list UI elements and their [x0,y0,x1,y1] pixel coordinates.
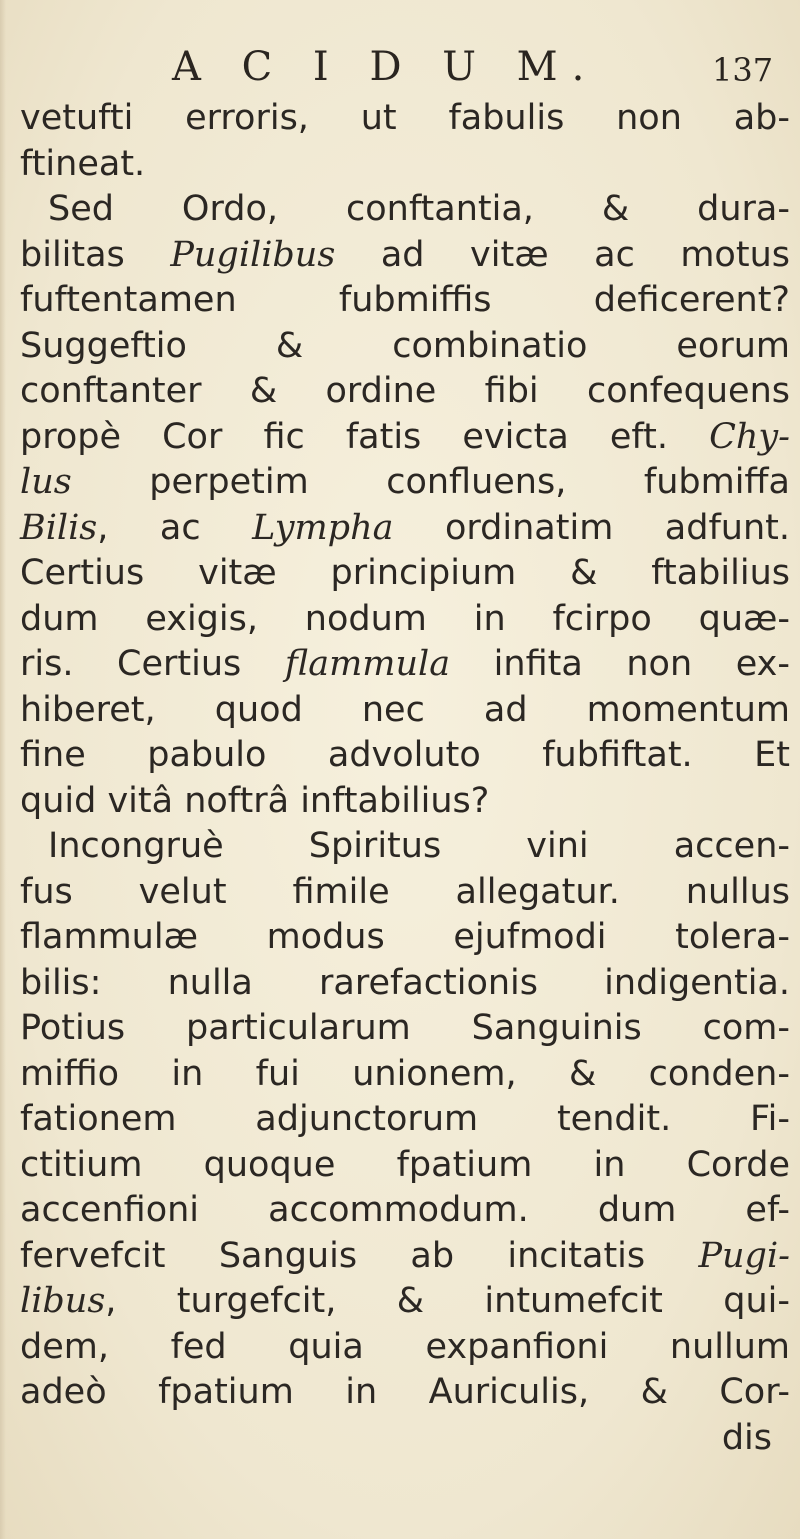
italic-term: lus [20,462,72,502]
text-line: Sed Ordo, conftantia, & dura- [48,189,790,229]
text-line: bilitas Pugilibus ad vitæ ac motus [20,234,790,275]
text-line: fervefcit Sanguis ab incitatis Pugi- [20,1235,790,1276]
text-line: vetufti erroris, ut fabulis non ab- [20,98,790,138]
text-line: adeò fpatium in Auriculis, & Cor- [20,1372,790,1412]
italic-term: libus [20,1281,106,1321]
catchword: dis [721,1417,772,1458]
text-line: quid vitâ noftrâ inftabilius? [20,780,490,821]
text-line: fine pabulo advoluto fubfiftat. Et [20,735,790,775]
text-line: hiberet, quod nec ad momentum [20,689,790,730]
text-line: Potius particularum Sanguinis com- [20,1008,790,1048]
text-line: ris. Certius flammula infita non ex- [20,644,790,684]
text-line: ftineat. [20,143,146,184]
italic-term: Chy- [709,416,790,457]
text-line: bilis: nulla rarefactionis indigentia. [20,962,790,1003]
text-line: Incongruè Spiritus vini accen- [48,826,790,866]
text-line: fuftentamen fubmiffis deficerent? [20,280,790,320]
text-line: accenfioni accommodum. dum ef- [20,1190,790,1230]
text-line: Bilis, ac Lympha ordinatim adfunt. [20,507,790,548]
text-line: dem, fed quia expanfioni nullum [20,1326,790,1367]
text-line: libus, turgefcit, & intumefcit qui- [20,1281,790,1321]
text-line: ctitium quoque fpatium in Corde [20,1144,790,1185]
italic-term: Lympha [252,507,394,548]
text-line: lus perpetim confluens, fubmiffa [20,462,790,502]
text-line: conftanter & ordine fibi confequens [20,371,790,411]
body-text [20,96,790,1461]
text-line: dum exigis, nodum in fcirpo quæ- [20,598,790,639]
text-line: flammulæ modus ejufmodi tolera- [20,917,790,957]
text-line: fationem adjunctorum tendit. Fi- [20,1099,790,1139]
italic-term: flammula [284,644,451,684]
text-line: fus velut fimile allegatur. nullus [20,871,790,912]
text-line: miffio in fui unionem, & conden- [20,1053,790,1094]
page-gutter-shadow [0,0,6,1539]
italic-term: Pugi- [698,1235,790,1276]
running-head [0,42,800,92]
text-line: propè Cor fic fatis evicta eft. Chy- [20,416,790,457]
italic-term: Bilis [20,507,98,548]
page-number: 137 [712,51,774,89]
text-line: Suggeftio & combinatio eorum [20,325,790,366]
running-head-title: A C I D U M. [172,44,599,90]
text-line: Certius vitæ principium & ftabilius [20,553,790,593]
italic-term: Pugilibus [170,234,336,275]
